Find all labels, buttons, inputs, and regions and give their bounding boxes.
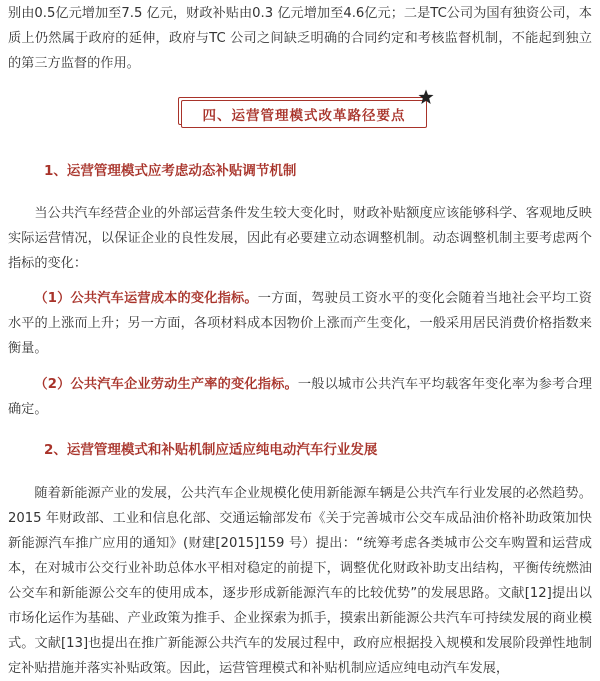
paragraph-productivity-indicator [8,372,592,422]
section-title: 四、运营管理模式改革路径要点 [181,100,427,128]
section-title-box [178,97,428,129]
item2-text: 一般以城市公共汽车平均载客年变化率为参考合理确定。 [8,377,592,417]
heading-electric-vehicles: 2、运营管理模式和补贴机制应适应纯电动汽车行业发展 [44,442,378,458]
item1-label: （1）公共汽车运营成本的变化指标。 [34,291,258,306]
paragraph-cost-indicator [8,286,592,361]
heading-dynamic-subsidy: 1、运营管理模式应考虑动态补贴调节机制 [44,163,297,179]
intro-paragraph: 别由0.5亿元增加至7.5 亿元，财政补贴由0.3 亿元增加至4.6亿元；二是TC公司为国有独资公司，本质上仍然属于政府的延伸，政府与TC 公司之间缺乏明确的合同约定和考核监督机制，不能起到独立的第三方监督的作用。 [8,6,592,71]
paragraph-dynamic-adjustment: 当公共汽车经营企业的外部运营条件发生较大变化时，财政补贴额度应该能够科学、客观地反映实际运营情况，以保证企业的良性发展，因此有必要建立动态调整机制。动态调整机制主要考虑两个指标的变化： [8,206,592,271]
item2-label: （2）公共汽车企业劳动生产率的变化指标。 [34,377,298,392]
item1-text: 一方面，驾驶员工资水平的变化会随着当地社会平均工资水平的上涨而上升；另一方面，各项材料成本因物价上涨而产生变化，一般采用居民消费价格指数来衡量。 [8,291,592,356]
star-icon [418,89,434,105]
paragraph-new-energy: 随着新能源产业的发展，公共汽车企业规模化使用新能源车辆是公共汽车行业发展的必然趋势。2015 年财政部、工业和信息化部、交通运输部发布《关于完善城市公交车成品油价格补助政策加快新能源汽车推广应用的通知》(财建[2015]159 号）提出：“统筹考虑各类城市公交车购置和运营成本，在对城市公交行业补助总体水平相对稳定的前提下，调整优化财政补助支出结构，平衡传统燃油公交车和新能源公交车的使用成本，逐步形成新能源汽车的比较优势”的发展思路。文献[12]提出以市场化运作为基础、产业政策为推手、企业探索为抓手，摸索出新能源公共汽车可持续发展的商业模式。文献[13]也提出在推广新能源公共汽车的发展过程中，政府应根据投入规模和发展阶段弹性地制定补贴措施并落实补贴政策。因此，运营管理模式和补贴机制应适应纯电动汽车发展， [8,486,592,676]
